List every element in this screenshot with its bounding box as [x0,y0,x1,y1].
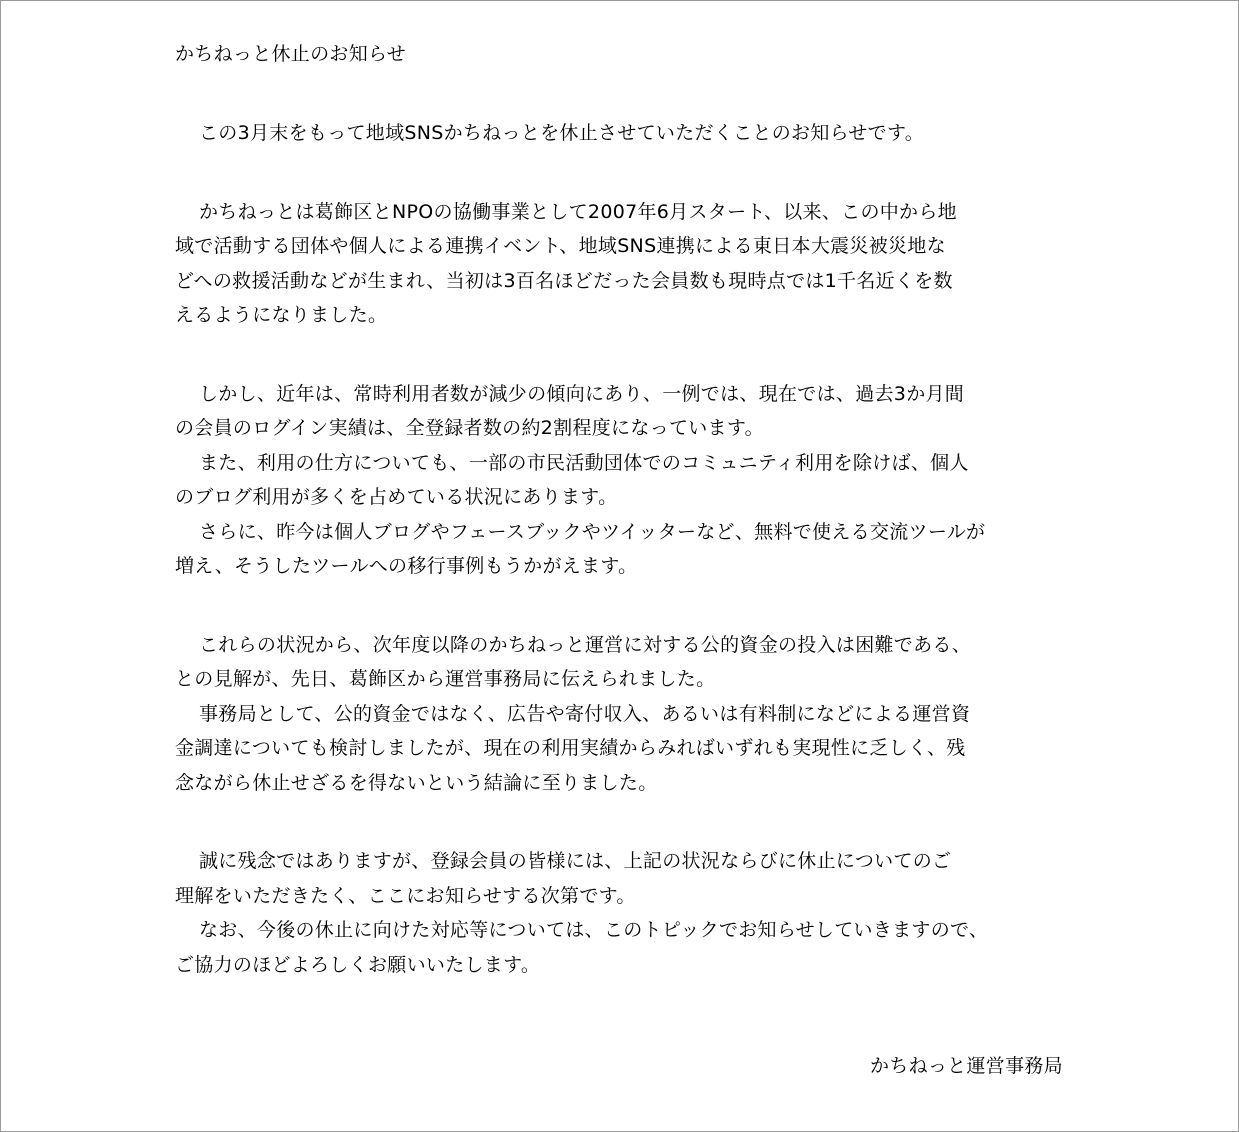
paragraph-line: 金調達についても検討しましたが、現在の利用実績からみればいずれも実現性に乏しく、残 [175,737,966,759]
paragraph-line: また、利用の仕方についても、一部の市民活動団体でのコミュニティ利用を除けば、個人 [199,451,969,474]
paragraph-line: えるようになりました。 [175,304,388,326]
paragraph-intro [175,116,1075,151]
spacer [175,333,1075,377]
paragraph-line: 増え、そうしたツールへの移行事例もうかがえます。 [175,555,638,577]
paragraph-line: なお、今後の休止に向けた対応等については、このトピックでお知らせしていきますので、 [199,919,989,941]
paragraph-line: 事務局として、公的資金ではなく、広告や寄付収入、あるいは有料制になどによる運営資 [199,702,971,725]
spacer [175,584,1075,628]
paragraph-line: のブログ利用が多くを占めている状況にあります。 [175,486,618,508]
paragraph-line: これらの状況から、次年度以降のかちねっと運営に対する公的資金の投入は困難である、 [199,633,972,656]
paragraph-line: かちねっとは葛飾区とNPOの協働事業として2007年6月スタート、以来、この中から地 [199,200,957,223]
signature: かちねっと運営事務局 [869,1055,1063,1077]
paragraph-line: 誠に残念ではありますが、登録会員の皆様には、上記の状況ならびに休止についてのご [199,850,952,872]
paragraph-line: 理解をいただきたく、ここにお知らせする次第です。 [175,884,636,907]
paragraph-funding [175,628,1075,801]
paragraph-line: さらに、昨今は個人ブログやフェースブックやツイッターなど、無料で使える交流ツールが [199,520,986,543]
paragraph-line: との見解が、先日、葛飾区から運営事務局に伝えられました。 [175,668,716,690]
paragraph-line: しかし、近年は、常時利用者数が減少の傾向にあり、一例では、現在では、過去3か月間 [199,382,965,405]
paragraph-line: 念ながら休止せざるを得ないという結論に至りました。 [175,771,658,794]
paragraph-line: の会員のログイン実績は、全登録者数の約2割程度になっています。 [175,417,764,439]
notice-document [175,40,1075,982]
spacer [175,68,1075,116]
spacer [175,151,1075,195]
paragraph-line: ご協力のほどよろしくお願いいたします。 [175,953,541,976]
spacer [175,800,1075,844]
document-title: かちねっと休止のお知らせ [175,43,407,65]
paragraph-line: 域で活動する団体や個人による連携イベント、地域SNS連携による東日本大震災被災地な [175,235,946,257]
paragraph-line: どへの救援活動などが生まれ、当初は3百名ほどだった会員数も現時点では1千名近くを数 [175,269,953,292]
paragraph-closing [175,844,1075,982]
paragraph-usage-trends [175,377,1075,584]
paragraph-history [175,195,1075,333]
paragraph-line: この3月末をもって地域SNSかちねっとを休止させていただくことのお知らせです。 [199,122,925,144]
